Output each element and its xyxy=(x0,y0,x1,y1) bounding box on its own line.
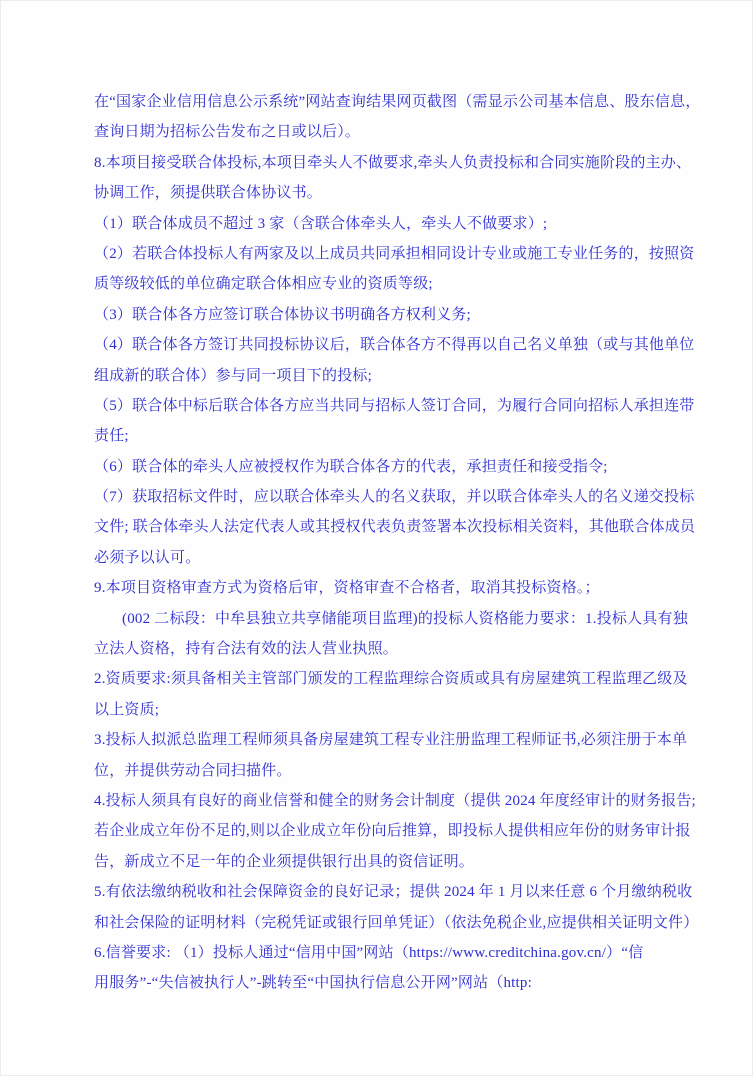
text-line: 告，新成立不足一年的企业须提供银行出具的资信证明。 xyxy=(94,853,475,870)
text-line: （1）联合体成员不超过 3 家（含联合体牵头人，牵头人不做要求）; xyxy=(94,215,548,232)
text-line: 8.本项目接受联合体投标,本项目牵头人不做要求,牵头人负责投标和合同实施阶段的主办、 xyxy=(94,154,692,171)
text-line: （5）联合体中标后联合体各方应当共同与招标人签订合同，为履行合同向招标人承担连带 xyxy=(94,397,695,414)
text-line: 以上资质; xyxy=(94,701,160,718)
text-line: 协调工作，须提供联合体协议书。 xyxy=(94,185,323,202)
text-line: 和社会保险的证明材料（完税凭证或银行回单凭证）（依法免税企业,应提供相关证明文件） xyxy=(94,914,699,931)
text-line: 组成新的联合体）参与同一项目下的投标; xyxy=(94,367,372,384)
text-line: 用服务”-“失信被执行人”-跳转至“中国执行信息公开网”网站（http: xyxy=(94,975,532,992)
text-line: 6.信誉要求: （1）投标人通过“信用中国”网站（https://www.creditchina.gov.cn/）“信 xyxy=(94,944,644,961)
text-line: 2.资质要求:须具备相关主管部门颁发的工程监理综合资质或具有房屋建筑工程监理乙级及 xyxy=(94,671,688,688)
text-line: 3.投标人拟派总监理工程师须具备房屋建筑工程专业注册监理工程师证书,必须注册于本单 xyxy=(94,732,688,749)
text-line: 质等级较低的单位确定联合体相应专业的资质等级; xyxy=(94,276,433,293)
text-line: 文件; 联合体牵头人法定代表人或其授权代表负责签署本次投标相关资料，其他联合体成员 xyxy=(94,519,696,536)
text-line: （7）获取招标文件时，应以联合体牵头人的名义获取，并以联合体牵头人的名义递交投标 xyxy=(94,489,695,506)
text-line: 4.投标人须具有良好的商业信誉和健全的财务会计制度（提供 2024 年度经审计的财务报告; xyxy=(94,792,696,809)
text-line: 位，并提供劳动合同扫描件。 xyxy=(94,762,292,779)
text-line: (002 二标段：中牟县独立共享储能项目监理)的投标人资格能力要求：1.投标人具有独 xyxy=(122,610,688,627)
text-line: 必须予以认可。 xyxy=(94,549,201,566)
text-line: 若企业成立年份不足的,则以企业成立年份向后推算，即投标人提供相应年份的财务审计报 xyxy=(94,823,691,840)
text-line: 9.本项目资格审查方式为资格后审，资格审查不合格者，取消其投标资格。； xyxy=(94,580,600,597)
text-line: 查询日期为招标公告发布之日或以后）。 xyxy=(94,124,361,141)
text-line: 在“国家企业信用信息公示系统”网站查询结果网页截图（需显示公司基本信息、股东信息， xyxy=(94,94,701,110)
text-line: （6）联合体的牵头人应被授权作为联合体各方的代表，承担责任和接受指令; xyxy=(94,458,608,475)
text-line: 责任; xyxy=(94,428,129,445)
text-line: （2）若联合体投标人有两家及以上成员共同承担相同设计专业或施工专业任务的，按照资 xyxy=(94,245,695,262)
text-line: （4）联合体各方签订共同投标协议后，联合体各方不得再以自己名义单独（或与其他单位 xyxy=(94,337,695,354)
text-line: 5.有依法缴纳税收和社会保障资金的良好记录；提供 2024 年 1 月以来任意 6 个月缴纳税收 xyxy=(94,884,693,901)
text-line: （3）联合体各方应签订联合体协议书明确各方权利义务; xyxy=(94,306,471,323)
text-line: 立法人资格，持有合法有效的法人营业执照。 xyxy=(94,641,399,658)
document-body xyxy=(94,87,701,999)
